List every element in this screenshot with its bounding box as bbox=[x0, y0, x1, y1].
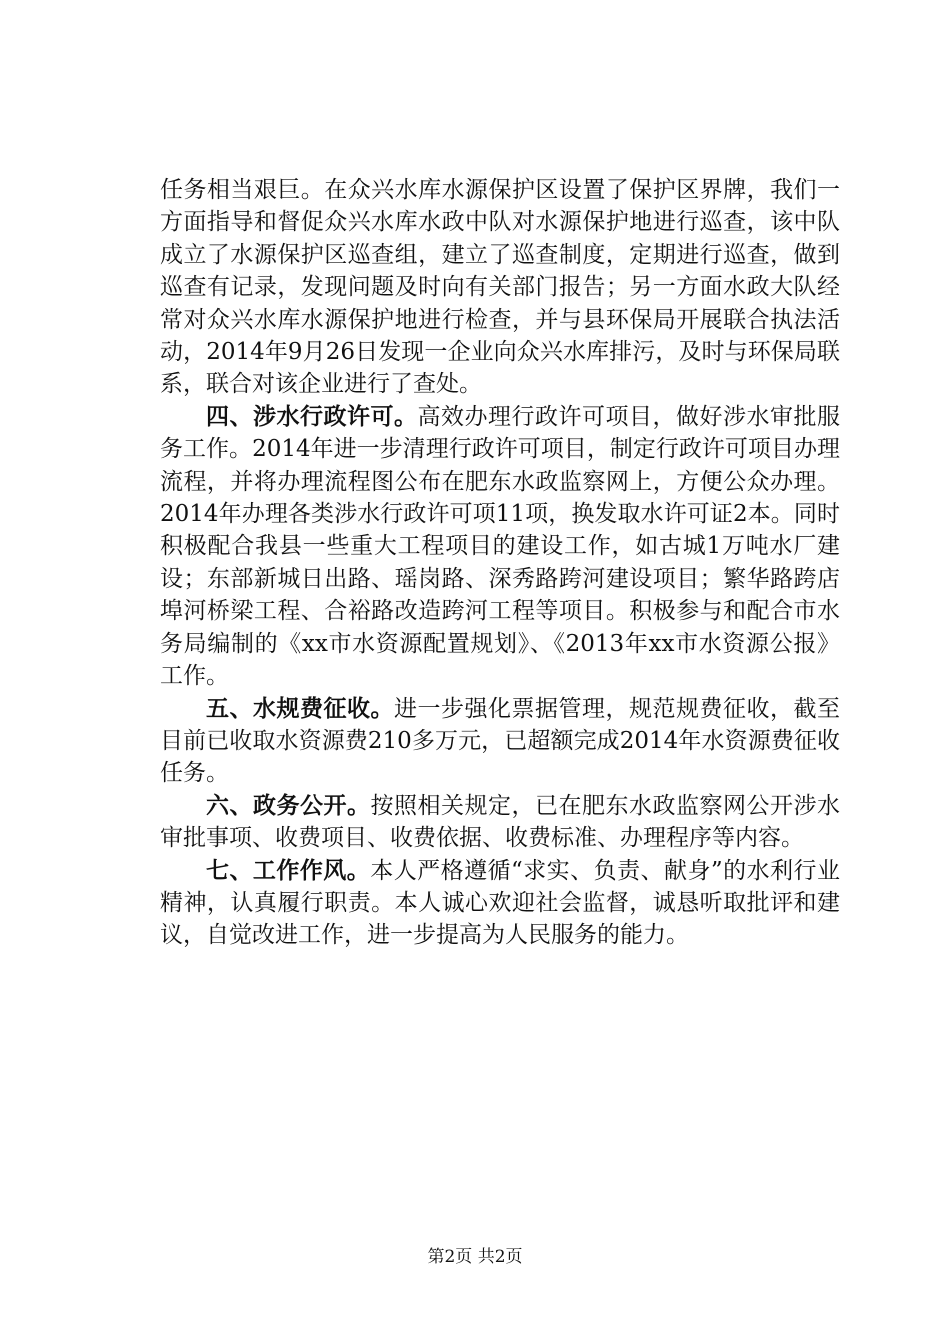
section-heading: 五、水规费征收。 bbox=[206, 695, 394, 722]
paragraph-text: 本人严格遵循“求实、负责、献身”的水利行业精神，认真履行职责。本人诚心欢迎社会监督，诚恳听取批评和建议，自觉改进工作，进一步提高为人民服务的能力。 bbox=[160, 857, 840, 949]
page-footer: 第2页 共2页 bbox=[427, 1247, 523, 1267]
paragraph-work-style bbox=[160, 855, 840, 952]
paragraph-text: 按照相关规定，已在肥东水政监察网公开涉水审批事项、收费项目、收费依据、收费标准、办理程序等内容。 bbox=[160, 792, 840, 852]
document-body bbox=[160, 174, 840, 952]
paragraph-fees bbox=[160, 693, 840, 790]
section-heading: 七、工作作风。 bbox=[206, 857, 371, 884]
section-heading: 六、政务公开。 bbox=[206, 792, 371, 819]
paragraph-continued bbox=[160, 174, 840, 401]
paragraph-permits bbox=[160, 401, 840, 693]
paragraph-text: 高效办理行政许可项目，做好涉水审批服务工作。2014年进一步清理行政许可项目，制定行政许可项目办理流程，并将办理流程图公布在肥东水政监察网上，方便公众办理。2014年办理各类涉水行政许可项11项，换发取水许可证2本。同时积极配合我县一些重大工程项目的建设工作，如古城1万吨水厂建设；东部新城日出路、瑶岗路、深秀路跨河建设项目；繁华路跨店埠河桥梁工程、合裕路改造跨河工程等项目。积极参与和配合市水务局编制的《xx市水资源配置规划》、《2013年xx市水资源公报》工作。 bbox=[160, 403, 840, 690]
paragraph-disclosure bbox=[160, 790, 840, 855]
paragraph-text: 任务相当艰巨。在众兴水库水源保护区设置了保护区界牌，我们一方面指导和督促众兴水库水政中队对水源保护地进行巡查，该中队成立了水源保护区巡查组，建立了巡查制度，定期进行巡查，做到巡查有记录，发现问题及时向有关部门报告；另一方面水政大队经常对众兴水库水源保护地进行检查，并与县环保局开展联合执法活动，2014年9月26日发现一企业向众兴水库排污，及时与环保局联系，联合对该企业进行了查处。 bbox=[160, 177, 840, 398]
section-heading: 四、涉水行政许可。 bbox=[206, 403, 418, 430]
paragraph-text: 进一步强化票据管理，规范规费征收，截至目前已收取水资源费210多万元，已超额完成2014年水资源费征收任务。 bbox=[160, 695, 840, 787]
